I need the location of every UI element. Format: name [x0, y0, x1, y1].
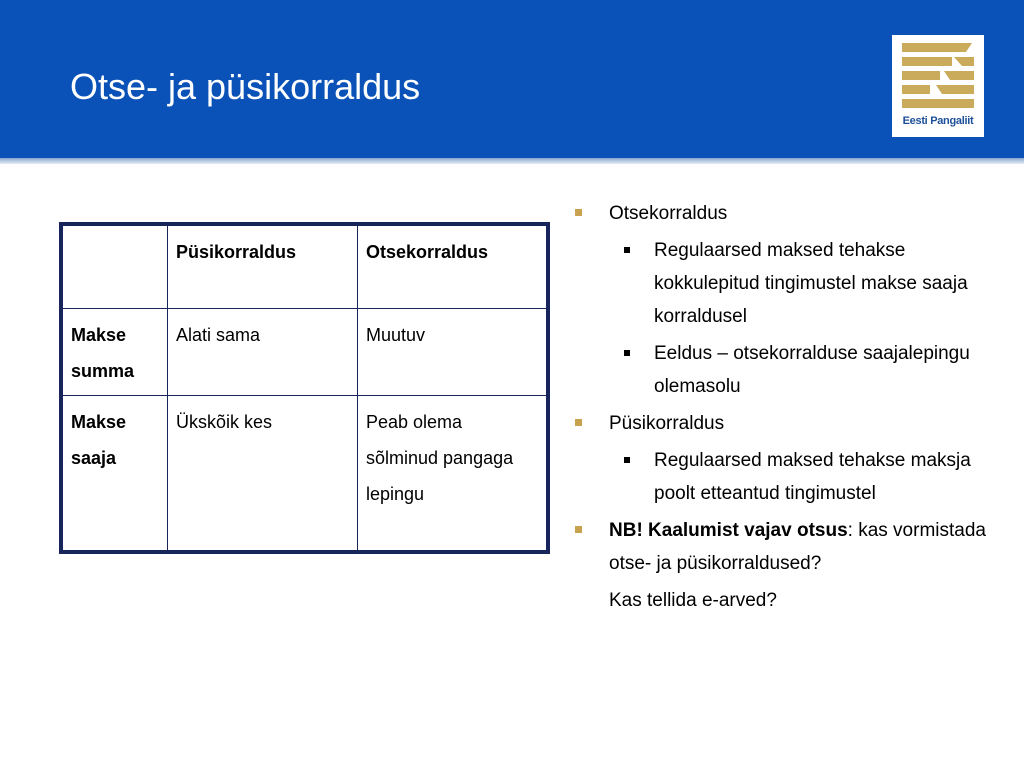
sub-bullet-text: Regulaarsed maksed tehakse maksja poolt etteantud tingimustel: [654, 450, 971, 504]
table-row: [61, 396, 548, 553]
bullet-pusikorraldus: [570, 407, 990, 440]
table-header-row: [61, 224, 548, 309]
bullet-nb-decision: [570, 514, 990, 580]
bullet-text: Püsikorraldus: [609, 413, 725, 434]
bullet-text: Otsekorraldus: [609, 203, 728, 224]
square-bullet-icon: [575, 419, 582, 426]
logo-caption: Eesti Pangaliit: [902, 115, 974, 127]
sub-bullet-text: Regulaarsed maksed tehakse kokkulepitud tingimustel makse saaja korraldusel: [654, 240, 968, 327]
square-bullet-icon: [575, 526, 582, 533]
bullet-continuation: Kas tellida e-arved?: [609, 590, 777, 611]
bullet-bold-text: NB! Kaalumist vajav otsus: [609, 520, 848, 541]
bullet-list: [570, 197, 990, 617]
square-bullet-icon: [624, 350, 630, 356]
header-divider: [0, 158, 1024, 164]
eesti-pangaliit-logo: [892, 35, 984, 137]
sub-bullet: [570, 444, 990, 510]
row-label-makse-saaja: Makse saaja: [61, 396, 168, 553]
table-cell: Alati sama: [168, 309, 358, 396]
bullet-text: : kas vormistada otse- ja püsikorraldused?: [609, 520, 986, 574]
sub-bullet: [570, 337, 990, 403]
table-header-otsekorraldus: Otsekorraldus: [358, 224, 549, 309]
table-header-pusikorraldus: Püsikorraldus: [168, 224, 358, 309]
sub-bullet: [570, 234, 990, 333]
slide-title: Otse- ja püsikorraldus: [70, 66, 421, 107]
table-row: [61, 309, 548, 396]
bullet-otsekorraldus: [570, 197, 990, 230]
square-bullet-icon: [624, 247, 630, 253]
table-cell: Muutuv: [358, 309, 549, 396]
table-cell: Ükskõik kes: [168, 396, 358, 553]
table-cell: Peab olema sõlminud pangaga lepingu: [358, 396, 549, 553]
square-bullet-icon: [575, 209, 582, 216]
comparison-table: [59, 222, 550, 554]
sub-bullet-text: Eeldus – otsekorralduse saajalepingu olemasolu: [654, 343, 970, 397]
logo-emblem-icon: [892, 35, 984, 115]
row-label-makse-summa: Makse summa: [61, 309, 168, 396]
square-bullet-icon: [624, 457, 630, 463]
table-corner-cell: [61, 224, 168, 309]
